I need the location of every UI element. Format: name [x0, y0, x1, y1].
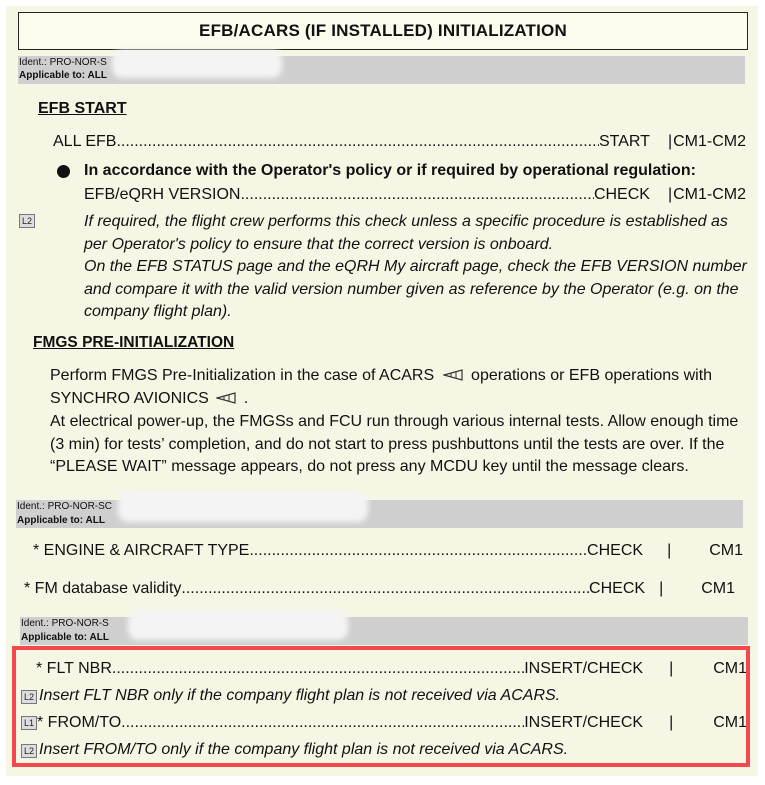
item-efb-version [84, 186, 746, 204]
separator: | [667, 542, 672, 559]
item-action: CHECK [593, 186, 650, 203]
applicable-text: Applicable to: ALL [21, 632, 109, 643]
ident-text: Ident.: PRO-NOR-SC [17, 501, 113, 512]
dot-leader [116, 133, 599, 151]
condition-text: In accordance with the Operator's policy or if required by operational regulation: [84, 162, 696, 179]
flt-nbr-note: Insert FLT NBR only if the company flight plan is not received via ACARS. [39, 687, 561, 704]
separator: | [667, 186, 673, 203]
item-crew: CM1 [701, 580, 735, 597]
synchro-arrow-icon [216, 392, 236, 404]
note-line: per Operator's policy to ensure that the correct version is onboard. [84, 235, 554, 253]
note-line: If required, the flight crew performs this check unless a specific procedure is established as [84, 213, 728, 230]
item-engine-aircraft-type [33, 542, 743, 560]
para-text: operations or EFB operations with [471, 367, 713, 384]
fmgs-para1 [50, 365, 712, 410]
item-action: INSERT/CHECK [524, 714, 644, 731]
para-line: (3 min) for tests’ completion, and do not start to press pushbuttons until the tests are over. If the [50, 435, 725, 453]
item-label: EFB/eQRH VERSION [84, 186, 241, 203]
item-action: START [598, 133, 650, 150]
dot-leader [249, 542, 587, 560]
applicable-text: Applicable to: ALL [17, 515, 105, 526]
para-line: “PLEASE WAIT” message appears, do not press any MCDU key until the message clears. [50, 458, 689, 475]
separator: | [669, 714, 674, 731]
redaction-blur [118, 492, 368, 522]
item-crew: CM1-CM2 [673, 133, 746, 150]
item-label: ALL EFB [53, 133, 117, 150]
item-label: * FLT NBR [36, 660, 112, 677]
para-line [50, 388, 712, 411]
acars-arrow-icon [443, 369, 463, 381]
dot-leader [181, 580, 589, 598]
para-text: Perform FMGS Pre-Initialization in the case of ACARS [50, 367, 435, 384]
redaction-blur [112, 50, 282, 78]
separator: | [659, 580, 664, 597]
item-crew: CM1 [713, 714, 747, 731]
redaction-blur [128, 610, 348, 640]
para-line [50, 365, 712, 388]
level-tag: L2 [21, 744, 37, 758]
item-label: * FM database validity [24, 580, 182, 597]
item-crew: CM1 [713, 660, 747, 677]
note-line: On the EFB STATUS page and the eQRH My aircraft page, check the EFB VERSION number [84, 258, 747, 275]
efb-note [84, 211, 747, 324]
separator: | [667, 133, 673, 150]
highlight-box [12, 646, 750, 767]
bullet-icon [57, 165, 70, 178]
dot-leader [240, 186, 593, 204]
item-action: INSERT/CHECK [524, 660, 644, 677]
note-line: company flight plan). [84, 303, 232, 320]
item-crew: CM1 [709, 542, 743, 559]
fmgs-para2 [50, 411, 738, 479]
note-line: and compare it with the valid version number given as reference by the Operator (e.g. on the [84, 280, 739, 298]
procedure-title: EFB/ACARS (IF INSTALLED) INITIALIZATION [18, 12, 748, 50]
para-line: At electrical power-up, the FMGSs and FCU run through various internal tests. Allow enough time [50, 413, 739, 430]
applicable-text: Applicable to: ALL [19, 70, 107, 81]
ident-text: Ident.: PRO-NOR-S [21, 618, 109, 629]
section-heading-efb-start: EFB START [38, 100, 127, 117]
para-text: . [243, 389, 249, 407]
item-label: * ENGINE & AIRCRAFT TYPE [33, 542, 250, 559]
from-to-note: Insert FROM/TO only if the company flight plan is not received via ACARS. [39, 741, 569, 758]
item-action: CHECK [589, 580, 646, 597]
item-action: CHECK [587, 542, 644, 559]
level-tag: L1 [21, 716, 37, 730]
item-label: * FROM/TO [37, 714, 122, 731]
item-fm-database-validity [24, 580, 735, 598]
separator: | [669, 660, 674, 677]
item-all-efb [53, 133, 746, 151]
level-tag: L2 [19, 214, 35, 228]
item-crew: CM1-CM2 [673, 186, 746, 203]
ident-text: Ident.: PRO-NOR-S [19, 57, 107, 68]
level-tag: L2 [21, 690, 37, 704]
para-text: SYNCHRO AVIONICS [50, 389, 209, 407]
section-heading-fmgs: FMGS PRE-INITIALIZATION [33, 334, 235, 351]
